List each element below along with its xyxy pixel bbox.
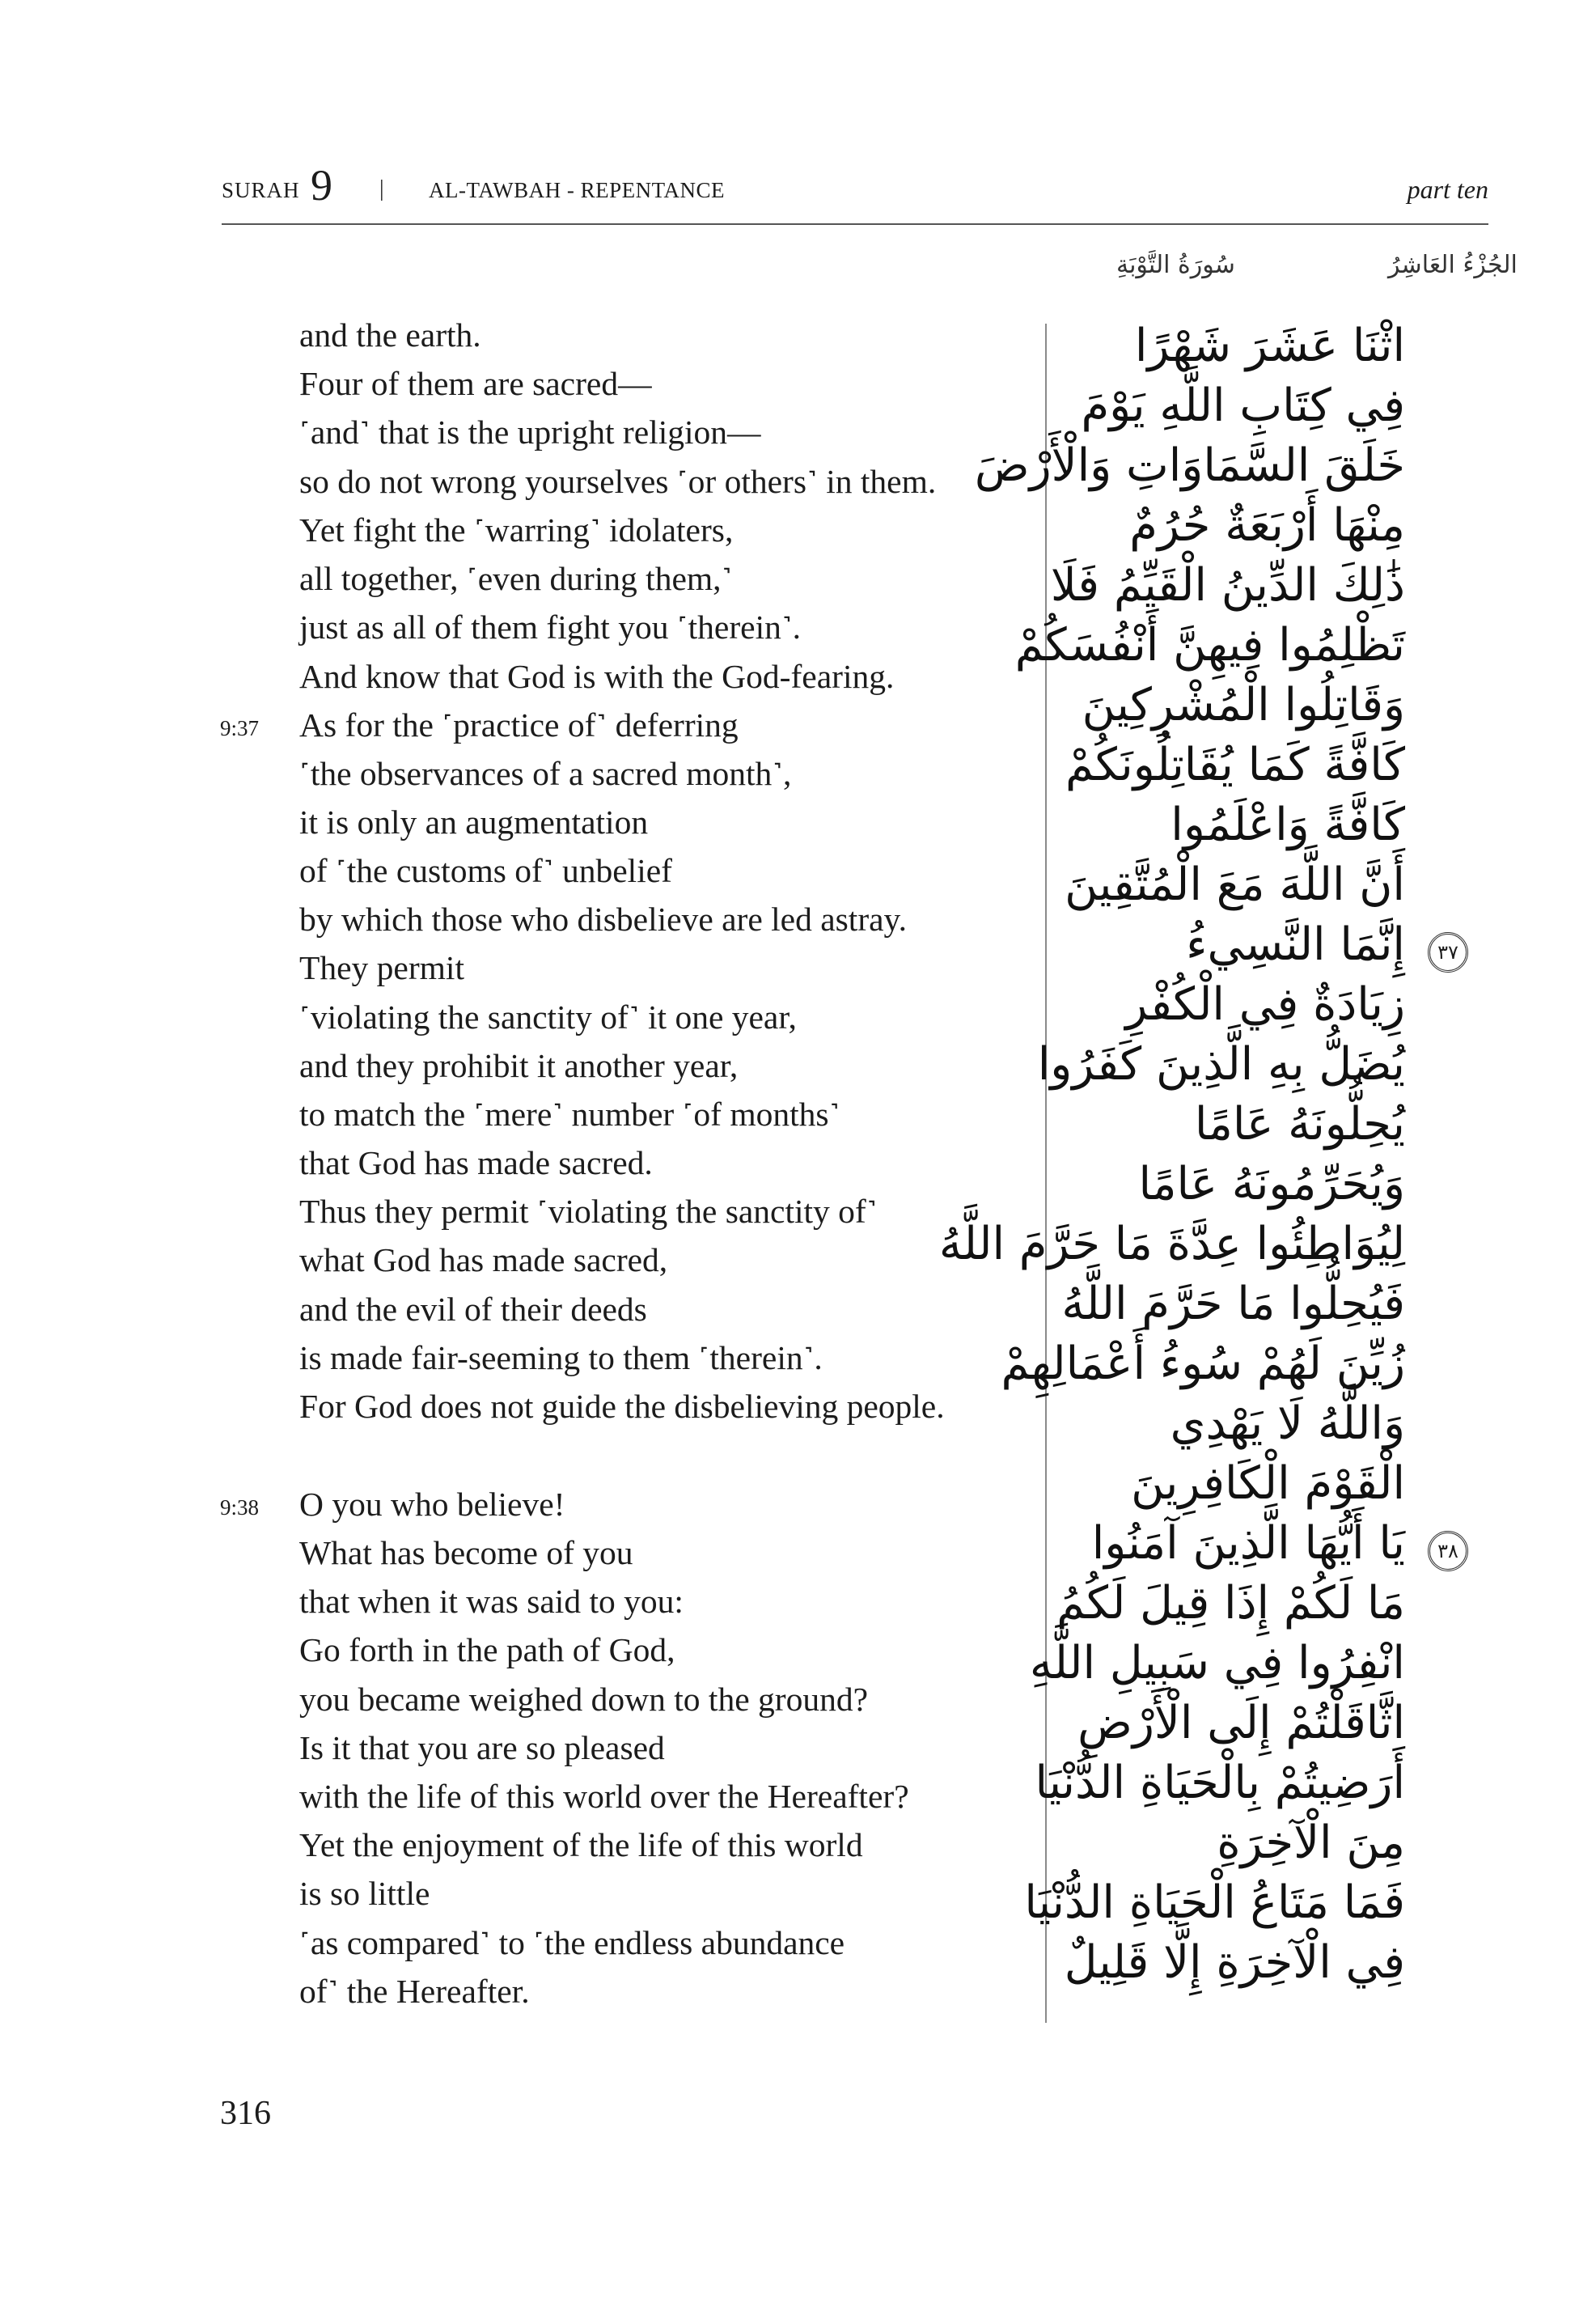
translation-line: Four of them are sacred—	[299, 365, 652, 402]
arabic-line: كَافَّةً كَمَا يُقَاتِلُونَكُمْ	[1065, 739, 1405, 791]
translation-line: that God has made sacred.	[299, 1144, 653, 1181]
translation-line: They permit	[299, 949, 464, 986]
translation-line: that when it was said to you:	[299, 1583, 684, 1620]
translation-line: Yet the enjoyment of the life of this world	[299, 1826, 863, 1863]
arabic-line: زِيَادَةٌ فِي الْكُفْرِ	[1125, 978, 1405, 1031]
translation-line: What has become of you	[299, 1534, 633, 1571]
translation-line: you became weighed down to the ground?	[299, 1681, 868, 1718]
arabic-line: انْفِرُوا فِي سَبِيلِ اللَّهِ	[1029, 1637, 1405, 1689]
arabic-line: وَاللَّهُ لَا يَهْدِي	[1170, 1397, 1405, 1450]
translation-line: ˹as compared˺ to ˹the endless abundance	[299, 1924, 845, 1961]
ayah-number: ٣٨	[1437, 1540, 1458, 1562]
arabic-line: فَيُحِلُّوا مَا حَرَّمَ اللَّهُ	[1061, 1278, 1405, 1330]
translation-line: by which those who disbelieve are led astray.	[299, 901, 907, 938]
translation-line: with the life of this world over the Hereafter?	[299, 1778, 909, 1815]
translation-line: is made fair-seeming to them ˹therein˺.	[299, 1339, 823, 1376]
arabic-line: لِيُوَاطِئُوا عِدَّةَ مَا حَرَّمَ اللَّهُ	[938, 1218, 1405, 1270]
arabic-line: مِنَ الْآخِرَةِ	[1217, 1816, 1405, 1869]
translation-line: ˹the observances of a sacred month˺,	[299, 755, 792, 792]
arabic-line: زُيِّنَ لَهُمْ سُوءُ أَعْمَالِهِمْ	[1001, 1337, 1405, 1390]
translation-line: Thus they permit ˹violating the sanctity of˺	[299, 1193, 878, 1230]
arabic-line: خَلَقَ السَّمَاوَاتِ وَالْأَرْضَ	[974, 439, 1405, 492]
surah-number: 9	[311, 161, 332, 210]
arabic-surah-header: سُورَةُ التَّوْبَةِ	[1116, 251, 1235, 279]
arabic-line: مَا لَكُمْ إِذَا قِيلَ لَكُمُ	[1056, 1577, 1405, 1630]
part-label: part ten	[1407, 175, 1488, 204]
translation-line: what God has made sacred,	[299, 1241, 668, 1278]
translation-line: and the evil of their deeds	[299, 1291, 647, 1328]
arabic-line: فِي كِتَابِ اللَّهِ يَوْمَ	[1081, 379, 1405, 432]
arabic-part-header: الجُزْءُ العَاشِرُ	[1388, 251, 1518, 279]
verse-number: 9:37	[220, 716, 260, 740]
translation-line: Yet fight the ˹warring˺ idolaters,	[299, 511, 734, 549]
ayah-number: ٣٧	[1437, 941, 1458, 964]
arabic-line: اثْنَا عَشَرَ شَهْرًا	[1134, 320, 1405, 372]
page-number: 316	[220, 2095, 271, 2132]
translation-line: and they prohibit it another year,	[299, 1047, 739, 1084]
translation-line: For God does not guide the disbelieving people.	[299, 1388, 945, 1425]
translation-line: of ˹the customs of˺ unbelief	[299, 852, 672, 889]
translation-line: it is only an augmentation	[299, 803, 649, 841]
translation-line: of˺ the Hereafter.	[299, 1973, 530, 2010]
surah-title: AL-TAWBAH - REPENTANCE	[429, 178, 725, 202]
arabic-line: تَظْلِمُوا فِيهِنَّ أَنْفُسَكُمْ	[1014, 619, 1405, 672]
arabic-line: أَرَضِيتُمْ بِالْحَيَاةِ الدُّنْيَا	[1035, 1757, 1405, 1809]
translation-line: so do not wrong yourselves ˹or others˺ in them.	[299, 463, 937, 500]
translation-line: ˹and˺ that is the upright religion—	[299, 413, 761, 451]
translation-line: Is it that you are so pleased	[299, 1729, 665, 1766]
translation-line: all together, ˹even during them,˺	[299, 560, 733, 597]
ayah-marker	[1428, 1531, 1468, 1571]
ayah-marker	[1428, 932, 1468, 973]
arabic-line: فَمَا مَتَاعُ الْحَيَاةِ الدُّنْيَا	[1024, 1876, 1405, 1929]
running-header	[222, 161, 1488, 215]
arabic-line: كَافَّةً وَاعْلَمُوا	[1171, 799, 1405, 851]
header-rule	[222, 223, 1488, 225]
translation-line: just as all of them fight you ˹therein˺.	[299, 608, 802, 646]
arabic-line: إِنَّمَا النَّسِيءُ	[1186, 918, 1405, 971]
surah-label: SURAH	[222, 178, 300, 202]
translation-line: ˹violating the sanctity of˺ it one year,	[299, 998, 797, 1036]
arabic-line: ذَٰلِكَ الدِّينُ الْقَيِّمُ فَلَا	[1050, 559, 1405, 612]
arabic-line: يُحِلُّونَهُ عَامًا	[1194, 1098, 1405, 1151]
header-separator: |	[379, 176, 384, 201]
verse-number: 9:38	[220, 1495, 260, 1520]
translation-line: and the earth.	[299, 316, 481, 354]
arabic-line: وَقَاتِلُوا الْمُشْرِكِينَ	[1082, 679, 1405, 731]
translation-line: Go forth in the path of God,	[299, 1631, 675, 1668]
translation-line: O you who believe!	[299, 1486, 565, 1523]
arabic-line: مِنْهَا أَرْبَعَةٌ حُرُمٌ	[1129, 499, 1405, 552]
arabic-line: يُضَلُّ بِهِ الَّذِينَ كَفَرُوا	[1037, 1038, 1405, 1091]
translation-line: is so little	[299, 1875, 430, 1912]
arabic-line: أَنَّ اللَّهَ مَعَ الْمُتَّقِينَ	[1065, 858, 1405, 911]
translation-line: As for the ˹practice of˺ deferring	[299, 706, 739, 744]
translation-line: And know that God is with the God-fearing.	[299, 658, 895, 695]
arabic-line: اثَّاقَلْتُمْ إِلَى الْأَرْضِ	[1077, 1697, 1405, 1749]
arabic-line: يَا أَيُّهَا الَّذِينَ آمَنُوا	[1091, 1517, 1405, 1570]
arabic-line: فِي الْآخِرَةِ إِلَّا قَلِيلٌ	[1064, 1936, 1405, 1989]
arabic-line: وَيُحَرِّمُونَهُ عَامًا	[1138, 1158, 1405, 1210]
arabic-line: الْقَوْمَ الْكَافِرِينَ	[1131, 1457, 1405, 1510]
translation-line: to match the ˹mere˺ number ˹of months˺	[299, 1096, 840, 1133]
